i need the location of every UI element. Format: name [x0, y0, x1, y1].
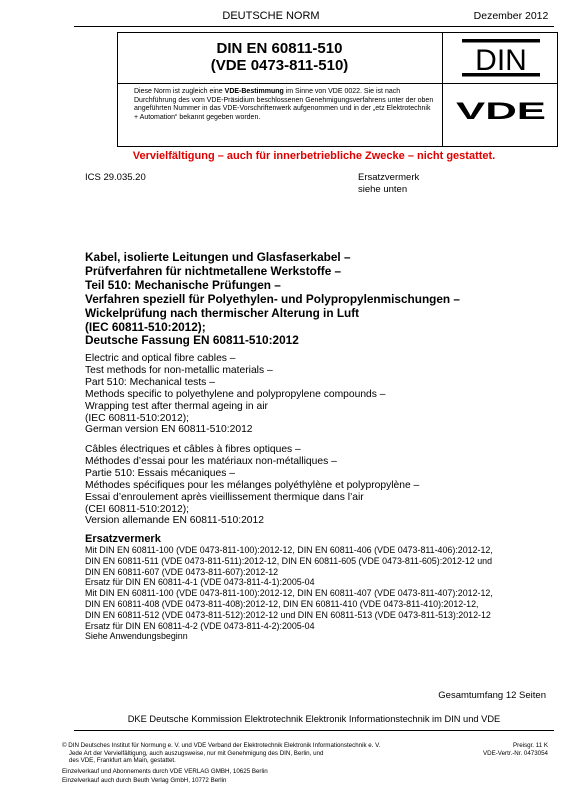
title-german — [85, 251, 555, 348]
title-english-line: Part 510: Mechanical tests – — [85, 376, 215, 388]
footer-divider — [74, 730, 554, 731]
vde-logo — [452, 98, 550, 122]
ics-code: ICS 29.035.20 — [85, 172, 146, 183]
title-french-line: Version allemande EN 60811-510:2012 — [85, 515, 264, 527]
replacement-reference-line: siehe unten — [358, 183, 408, 195]
price-line: Preisgr. 11 K — [513, 742, 548, 749]
title-english-line: Methods specific to polyethylene and polypropylene compounds – — [85, 388, 386, 400]
copyright-line: des VDE, Frankfurt am Main, gestattet. — [62, 757, 176, 765]
title-german-line: Teil 510: Mechanische Prüfungen – — [85, 277, 281, 292]
replacement-line: Mit DIN EN 60811-100 (VDE 0473-811-100):2012-12, DIN EN 60811-406 (VDE 0473-811-406):2012-12, — [85, 545, 493, 555]
title-german-line: Prüfverfahren für nichtmetallene Werkstoffe – — [85, 263, 342, 278]
title-box-divider-horizontal — [117, 83, 558, 84]
total-pages: Gesamtumfang 12 Seiten — [438, 690, 546, 701]
replacement-reference — [358, 172, 419, 195]
title-english-line: (IEC 60811-510:2012); — [85, 412, 189, 424]
title-german-line: Deutsche Fassung EN 60811-510:2012 — [85, 333, 299, 348]
vde-logo-text: VDE — [456, 98, 546, 122]
title-german-line: Verfahren speziell für Polyethylen- und Polypropylenmischungen – — [85, 291, 460, 306]
replacement-line: DIN EN 60811-511 (VDE 0473-811-511):2012-12, DIN EN 60811-605 (VDE 0473-811-605):2012-12 und — [85, 555, 493, 566]
din-logo — [451, 37, 551, 79]
replacement-line: DIN EN 60811-607 (VDE 0473-811-607):2012-12 — [85, 566, 279, 577]
title-english — [85, 353, 555, 436]
title-english-line: Test methods for non-metallic materials – — [85, 364, 273, 376]
title-french-line: Méthodes spécifiques pour les mélanges polyéthylène et polypropylène – — [85, 479, 420, 491]
title-french-line: Méthodes d’essai pour les matériaux non-métalliques – — [85, 455, 337, 467]
title-french-line: Câbles électriques et câbles à fibres optiques – — [85, 444, 301, 455]
vde-statement: Diese Norm ist zugleich eine VDE-Bestimmung im Sinne von VDE 0022. Sie ist nach Durchführung des vom VDE-Präsidium beschlossenen Genehmigungsverfahrens unter der oben angeführten Nummer in das VDE-Vorschriftenwerk aufgenommen und in der „etz Elektrotechnik + Automation“ bekannt gegeben worden. — [134, 88, 434, 121]
title-german-line: (IEC 60811-510:2012); — [85, 319, 206, 334]
standard-number: DIN EN 60811-510 — [216, 40, 343, 57]
replacement-line: Mit DIN EN 60811-100 (VDE 0473-811-100):2012-12, DIN EN 60811-407 (VDE 0473-811-407):2012-12, — [85, 588, 493, 599]
replacement-line: Siehe Anwendungsbeginn — [85, 631, 188, 642]
reproduction-notice: Vervielfältigung – auch für innerbetriebliche Zwecke – nicht gestattet. — [132, 150, 496, 162]
replacement-line: Ersatz für DIN EN 60811-4-1 (VDE 0473-811-4-1):2005-04 — [85, 577, 315, 588]
copyright-notice — [62, 742, 447, 765]
dke-committee: DKE Deutsche Kommission Elektrotechnik Elektronik Informationstechnik im DIN und VDE — [127, 714, 501, 724]
copyright-line: © DIN Deutsches Institut für Normung e. V. und VDE Verband der Elektrotechnik Elektronik Informationstechnik e. V. — [62, 742, 381, 749]
title-french-line: Essai d’enroulement après vieillissement thermique dans l’air — [85, 491, 364, 503]
document-type-label: DEUTSCHE NORM — [222, 10, 320, 22]
title-french-line: (CEI 60811-510:2012); — [85, 503, 189, 515]
title-german-line: Wickelprüfung nach thermischer Alterung in Luft — [85, 305, 360, 320]
replacement-line: Ersatz für DIN EN 60811-4-2 (VDE 0473-811-4-2):2005-04 — [85, 620, 315, 631]
title-english-line: Wrapping test after thermal ageing in air — [85, 400, 268, 412]
replacement-line: DIN EN 60811-408 (VDE 0473-811-408):2012-12, DIN EN 60811-410 (VDE 0473-811-410):2012-12, — [85, 598, 479, 609]
title-box-divider-vertical — [442, 32, 443, 147]
title-french-line: Partie 510: Essais mécaniques – — [85, 467, 235, 479]
replacement-reference-line: Ersatzvermerk — [358, 172, 420, 183]
title-english-line: German version EN 60811-510:2012 — [85, 424, 253, 436]
title-french — [85, 444, 555, 527]
sales-line: Einzelverkauf und Abonnements durch VDE VERLAG GMBH, 10625 Berlin — [62, 768, 268, 775]
sales-info — [62, 767, 462, 785]
din-logo-text: DIN — [475, 44, 527, 77]
title-german-line: Kabel, isolierte Leitungen und Glasfaserkabel – — [85, 250, 351, 264]
replacement-line: DIN EN 60811-512 (VDE 0473-811-512):2012-12 und DIN EN 60811-513 (VDE 0473-811-513):2012-12 — [85, 609, 491, 620]
title-english-line: Electric and optical fibre cables – — [85, 353, 236, 364]
price-group — [460, 742, 548, 757]
price-line: VDE-Vertr.-Nr. 0473054 — [483, 749, 548, 757]
header-divider — [74, 26, 554, 27]
replacement-details — [85, 545, 555, 642]
issue-date: Dezember 2012 — [473, 10, 549, 22]
copyright-line: Jede Art der Vervielfältigung, auch auszugsweise, nur mit Genehmigung des DIN, Berlin, und — [62, 749, 324, 757]
sales-line: Einzelverkauf auch durch Beuth Verlag GmbH, 10772 Berlin — [62, 777, 227, 784]
standard-number-block — [117, 40, 442, 74]
vde-number: (VDE 0473-811-510) — [210, 57, 349, 74]
replacement-heading: Ersatzvermerk — [85, 533, 161, 545]
